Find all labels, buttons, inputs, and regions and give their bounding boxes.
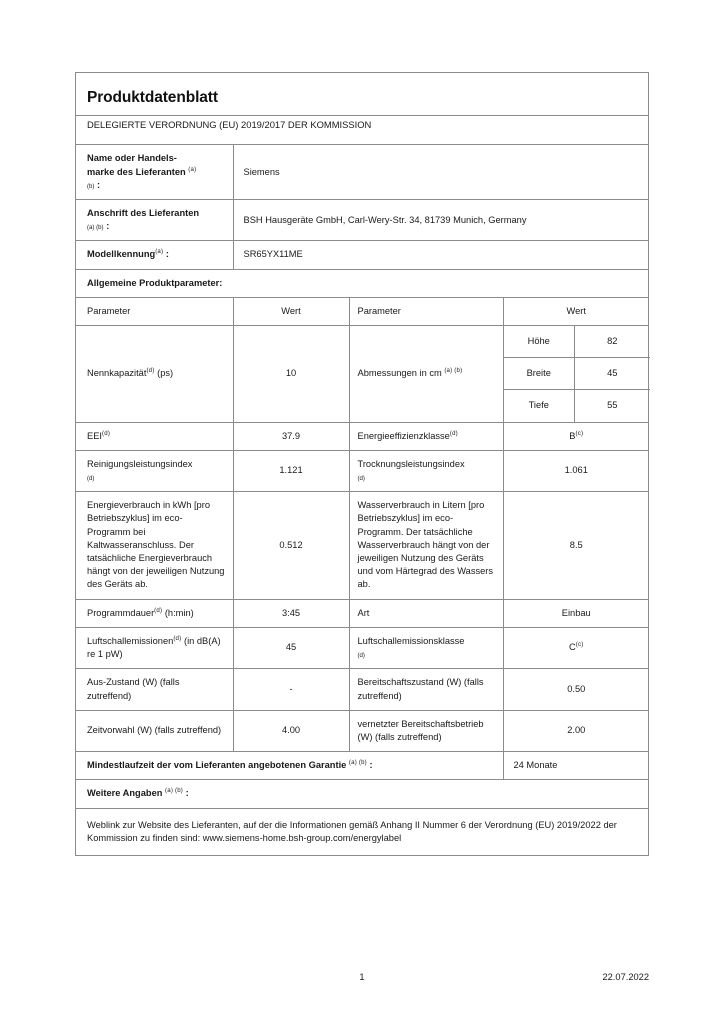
- dimensions-subtable: [504, 326, 650, 422]
- supplier-brand-label-line2: marke des Lieferanten: [87, 166, 186, 177]
- datasheet-table-container: [75, 72, 649, 856]
- dimension-value-depth: 55: [575, 390, 650, 422]
- noise-class-label-text: Luftschallemissionsklasse: [357, 635, 465, 646]
- column-header-row: [76, 297, 649, 325]
- footnote-marker-a: (a): [188, 165, 197, 173]
- consumption-row: [76, 492, 649, 599]
- supplier-brand-value: Siemens: [233, 145, 649, 200]
- supplier-address-value: BSH Hausgeräte GmbH, Carl-Wery-Str. 34, 81739 Munich, Germany: [233, 200, 649, 241]
- standby-mode-value: 0.50: [503, 669, 649, 710]
- further-info-row: [76, 780, 649, 808]
- noise-class-label: [349, 627, 503, 668]
- supplier-address-row: [76, 200, 649, 241]
- program-duration-unit: (h:min): [164, 607, 194, 618]
- footnote-marker-ab: (a) (b): [165, 787, 184, 795]
- warranty-label: [76, 752, 503, 780]
- off-mode-value: -: [233, 669, 349, 710]
- energy-class-label: [349, 422, 503, 450]
- regulation-subtitle: DELEGIERTE VERORDNUNG (EU) 2019/2017 DER KOMMISSION: [87, 119, 372, 130]
- footnote-marker-d: (d): [102, 429, 111, 437]
- warranty-value: 24 Monate: [503, 752, 649, 780]
- noise-emissions-label: [76, 627, 233, 668]
- supplier-brand-row: [76, 145, 649, 200]
- supplier-address-label-text: Anschrift des Lieferanten: [87, 208, 200, 218]
- eei-energyclass-row: [76, 422, 649, 450]
- noise-emissions-value: 45: [233, 627, 349, 668]
- duration-type-row: [76, 599, 649, 627]
- general-params-heading-row: [76, 269, 649, 297]
- column-header-wert-left: Wert: [233, 297, 349, 325]
- cleaning-drying-index-row: [76, 450, 649, 491]
- footnote-marker-b: (b): [87, 182, 95, 190]
- standby-mode-label: Bereitschaftszustand (W) (falls zutreffend): [349, 669, 503, 710]
- eei-value: 37.9: [233, 422, 349, 450]
- delaystart-networked-row: [76, 710, 649, 751]
- footnote-marker-c: (c): [575, 429, 584, 437]
- subtitle-cell: [76, 116, 649, 145]
- product-datasheet-table: [76, 73, 649, 855]
- title-row: [76, 73, 649, 116]
- offmode-standby-row: [76, 669, 649, 710]
- dimension-value-width: 45: [575, 358, 650, 390]
- weblink-text: Weblink zur Website des Lieferanten, auf der die Informationen gemäß Anhang II Nummer 6 der Verordnung (EU) 2019/2022 der Kommission zu finden sind: www.siemens-home.bsh-group.com/energylabel: [76, 808, 649, 855]
- eei-label-text: EEI: [87, 430, 102, 441]
- weblink-row: [76, 808, 649, 855]
- footnote-marker-ab: (a) (b): [87, 224, 104, 232]
- dimensions-label-text: Abmessungen in cm: [357, 368, 442, 379]
- supplier-brand-colon: :: [97, 179, 101, 190]
- energy-consumption-label: Energieverbrauch in kWh [pro Betriebszyklus] im eco-Programm bei Kaltwasseranschluss. Der tatsächliche Energieverbrauch hängt von der jeweiligen Nutzung des Geräts ab.: [76, 492, 233, 599]
- footnote-marker-d: (d): [173, 634, 182, 642]
- supplier-brand-label-line1: Name oder Handels-: [87, 153, 177, 164]
- program-duration-label: [76, 599, 233, 627]
- supplier-address-colon: :: [106, 221, 110, 232]
- capacity-unit: (ps): [157, 368, 174, 379]
- dimension-row-width: [504, 358, 650, 390]
- further-info-label: [76, 780, 649, 808]
- subtitle-row: [76, 116, 649, 145]
- model-row: [76, 241, 649, 269]
- program-duration-label-text: Programmdauer: [87, 607, 155, 618]
- water-consumption-label: Wasserverbrauch in Litern [pro Betriebszyklus] im eco-Programm. Der tatsächliche Wasserverbrauch hängt von der jeweiligen Nutzung des Geräts und vom Härtegrad des Wassers ab.: [349, 492, 503, 599]
- column-header-wert-right: Wert: [503, 297, 649, 325]
- model-label-text: Modellkennung: [87, 249, 156, 260]
- type-value: Einbau: [503, 599, 649, 627]
- title-cell: [76, 73, 649, 116]
- footnote-marker-d: (d): [357, 652, 365, 660]
- further-info-label-text: Weitere Angaben: [87, 788, 163, 799]
- capacity-label: [76, 326, 233, 423]
- dimension-row-height: [504, 326, 650, 358]
- noise-row: [76, 627, 649, 668]
- supplier-address-label: [76, 200, 233, 241]
- energy-consumption-value: 0.512: [233, 492, 349, 599]
- type-label: Art: [349, 599, 503, 627]
- footnote-marker-d: (d): [154, 606, 163, 614]
- footnote-marker-c: (c): [575, 641, 584, 649]
- drying-index-value: 1.061: [503, 450, 649, 491]
- footnote-marker-d: (d): [146, 367, 155, 375]
- program-duration-value: 3:45: [233, 599, 349, 627]
- delay-start-label: Zeitvorwahl (W) (falls zutreffend): [76, 710, 233, 751]
- dimensions-subtable-cell: [503, 326, 649, 423]
- capacity-dimensions-row: [76, 326, 649, 423]
- further-info-colon: :: [185, 788, 189, 799]
- eei-label: [76, 422, 233, 450]
- footnote-marker-ab: (a) (b): [444, 367, 463, 375]
- off-mode-label: Aus-Zustand (W) (falls zutreffend): [76, 669, 233, 710]
- networked-standby-label: vernetzter Bereitschaftsbetrieb (W) (falls zutreffend): [349, 710, 503, 751]
- page-title: Produktdatenblatt: [87, 89, 218, 106]
- footnote-marker-d: (d): [357, 475, 365, 483]
- footnote-marker-ab: (a) (b): [348, 759, 367, 767]
- noise-class-value: [503, 627, 649, 668]
- dimension-name-width: Breite: [504, 358, 575, 390]
- warranty-colon: :: [369, 760, 373, 771]
- dimension-row-depth: [504, 390, 650, 422]
- dimension-name-depth: Tiefe: [504, 390, 575, 422]
- capacity-label-text: Nennkapazität: [87, 368, 147, 379]
- warranty-row: [76, 752, 649, 780]
- general-params-heading: Allgemeine Produktparameter:: [76, 269, 649, 297]
- model-label: [76, 241, 233, 269]
- energy-class-value: [503, 422, 649, 450]
- dimensions-label: [349, 326, 503, 423]
- drying-index-label: [349, 450, 503, 491]
- noise-class-value-text: C: [569, 642, 576, 653]
- footnote-marker-d: (d): [87, 475, 95, 483]
- water-consumption-value: 8.5: [503, 492, 649, 599]
- capacity-value: 10: [233, 326, 349, 423]
- column-header-parameter-right: Parameter: [349, 297, 503, 325]
- noise-emissions-unit: (in dB(A) re 1 pW): [87, 635, 221, 660]
- cleaning-index-label: [76, 450, 233, 491]
- energy-class-label-text: Energieeffizienzklasse: [357, 430, 450, 441]
- dimension-name-height: Höhe: [504, 326, 575, 358]
- noise-emissions-label-text: Luftschallemissionen: [87, 635, 174, 646]
- cleaning-index-value: 1.121: [233, 450, 349, 491]
- cleaning-index-label-text: Reinigungsleistungsindex: [87, 458, 193, 469]
- networked-standby-value: 2.00: [503, 710, 649, 751]
- footnote-marker-d: (d): [449, 429, 458, 437]
- model-value: SR65YX11ME: [233, 241, 649, 269]
- footnote-marker-a: (a): [155, 248, 164, 256]
- footer-date: 22.07.2022: [602, 972, 649, 982]
- footer-page-number: 1: [359, 972, 365, 982]
- warranty-label-text: Mindestlaufzeit der vom Lieferanten angebotenen Garantie: [87, 760, 347, 771]
- energy-class-value-text: B: [569, 430, 576, 441]
- supplier-brand-label: [76, 145, 233, 200]
- delay-start-value: 4.00: [233, 710, 349, 751]
- dimension-value-height: 82: [575, 326, 650, 358]
- column-header-parameter-left: Parameter: [76, 297, 233, 325]
- model-colon: :: [165, 249, 169, 260]
- drying-index-label-text: Trocknungsleistungsindex: [357, 458, 465, 469]
